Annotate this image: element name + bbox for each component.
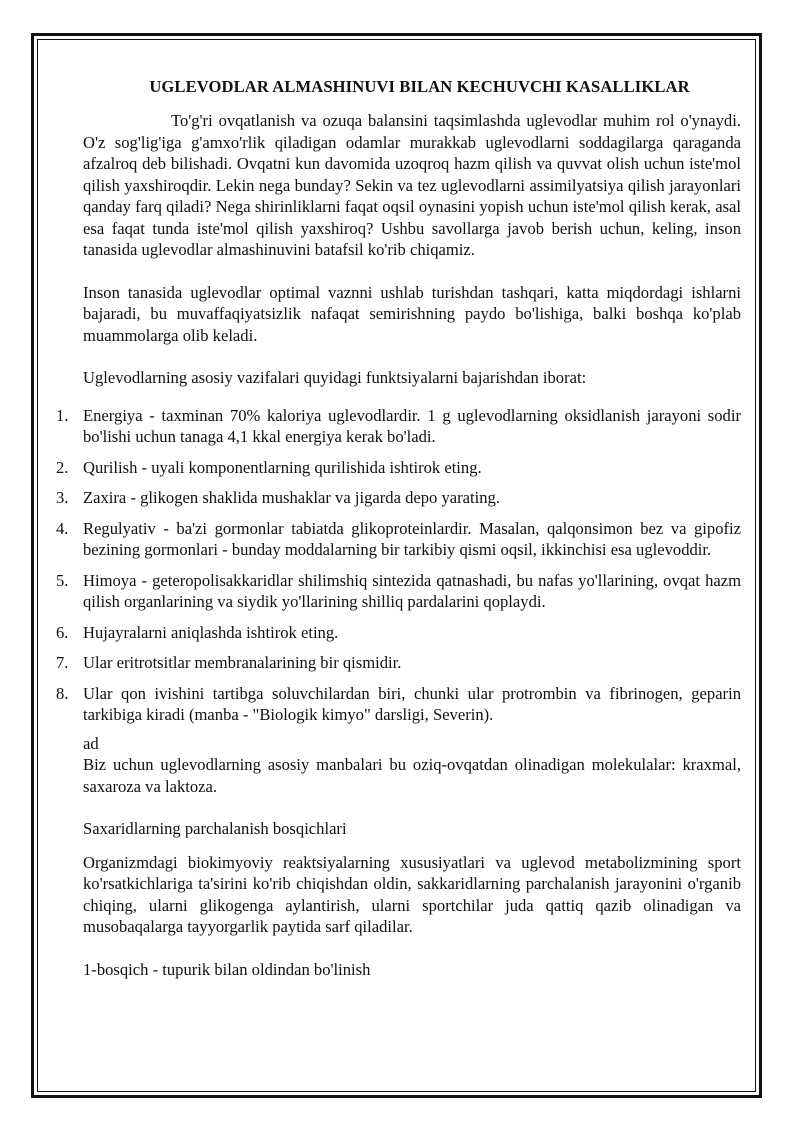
list-item-text: Hujayralarni aniqlashda ishtirok eting. [83,622,339,642]
document-content [56,76,741,980]
function-list-item [56,457,741,479]
document-title: UGLEVODLAR ALMASHINUVI BILAN KECHUVCHI KASALLIKLAR [149,77,690,96]
functions-intro-paragraph: Uglevodlarning asosiy vazifalari quyidagi funktsiyalarni bajarishdan iborat: [83,368,587,387]
list-item-number: 6. [56,622,69,642]
stage-1-paragraph: 1-bosqich - tupurik bilan oldindan bo'linish [83,959,371,979]
list-item-number: 2. [56,457,69,477]
function-list-item [56,570,741,613]
list-item-text: Ular qon ivishini tartibga soluvchilardan biri, chunki ular protrombin va fibrinogen, geparin tarkibiga kiradi (manba - "Biologik kimyo" darsligi, Severin). [83,683,741,724]
function-list-item [56,405,741,448]
list-item-number: 8. [56,683,69,703]
functions-list [56,405,741,726]
function-list-item [56,683,741,726]
list-item-text: Qurilish - uyali komponentlarning qurilishida ishtirok eting. [83,457,482,477]
body-role-paragraph: Inson tanasida uglevodlar optimal vaznni ushlab turishdan tashqari, katta miqdordagi ishlarni bajaradi, bu muvaffaqiyatsizlik nafaqat semirishning paydo bo'lishiga, balki boshqa ko'plab muammolarga olib keladi. [83,282,741,345]
stages-heading: Saxaridlarning parchalanish bosqichlari [83,819,347,838]
list-item-number: 5. [56,570,69,590]
list-item-text: Regulyativ - ba'zi gormonlar tabiatda glikoproteinlardir. Masalan, qalqonsimon bez va gipofiz bezining gormonlari - bunday moddalarning bir tarkibiy qismi oqsil, ikkinchisi esa uglevoddir. [83,518,741,559]
function-list-item [56,487,741,509]
ad-label: ad [83,733,99,753]
function-list-item [56,622,741,644]
sources-paragraph: Biz uchun uglevodlarning asosiy manbalari bu oziq-ovqatdan olinadigan molekulalar: kraxmal, saxaroza va laktoza. [83,755,741,796]
list-item-number: 4. [56,518,69,538]
list-item-number: 1. [56,405,69,425]
function-list-item [56,652,741,674]
list-item-number: 3. [56,488,69,507]
list-item-text: Zaxira - glikogen shaklida mushaklar va jigarda depo yarating. [83,488,501,507]
list-item-text: Ular eritrotsitlar membranalarining bir qismidir. [83,653,402,672]
list-item-number: 7. [56,653,69,672]
list-item-text: Energiya - taxminan 70% kaloriya uglevodlardir. 1 g uglevodlarning oksidlanish jarayoni sodir bo'lishi uchun tanaga 4,1 kkal energiya kerak bo'ladi. [83,405,741,446]
function-list-item [56,518,741,561]
list-item-text: Himoya - geteropolisakkaridlar shilimshiq sintezida qatnashadi, bu nafas yo'llarining, ovqat hazm qilish organlarining va siydik yo'llarining shilliq pardalarini qoplaydi. [83,570,741,611]
intro-paragraph: To'g'ri ovqatlanish va ozuqa balansini taqsimlashda uglevodlar muhim rol o'ynaydi. O'z sog'lig'iga g'amxo'rlik qiladigan odamlar murakkab uglevodlarni soddagilarga qaraganda afzalroq deb bilishadi. Ovqatni kun davomida uzoqroq hazm qilish va quvvat olish uchun iste'mol qilish yaxshiroqdir. Lekin nega bunday? Sekin va tez uglevodlarni assimilyatsiya qilish jarayonlari qanday farq qiladi? Nega shirinliklarni faqat oqsil oynasini yopish uchun iste'mol qilish kerak, asal esa faqat tunda iste'mol qilish yaxshiroq? Ushbu savollarga javob berish uchun, keling, inson tanasida uglevodlar almashinuvini batafsil ko'rib chiqamiz. [83,111,741,259]
stages-paragraph: Organizmdagi biokimyoviy reaktsiyalarning xususiyatlari va uglevod metabolizmining sport ko'rsatkichlariga ta'sirini ko'rib chiqishdan oldin, sakkaridlarning parchalanish jarayonini o'rganib chiqing, ularni glikogenga aylantirish, ularni sportchilar juda qattiq qazib olinadigan va musobaqalarga tayyorgarlik paytida sarf qiladilar. [83,852,741,936]
